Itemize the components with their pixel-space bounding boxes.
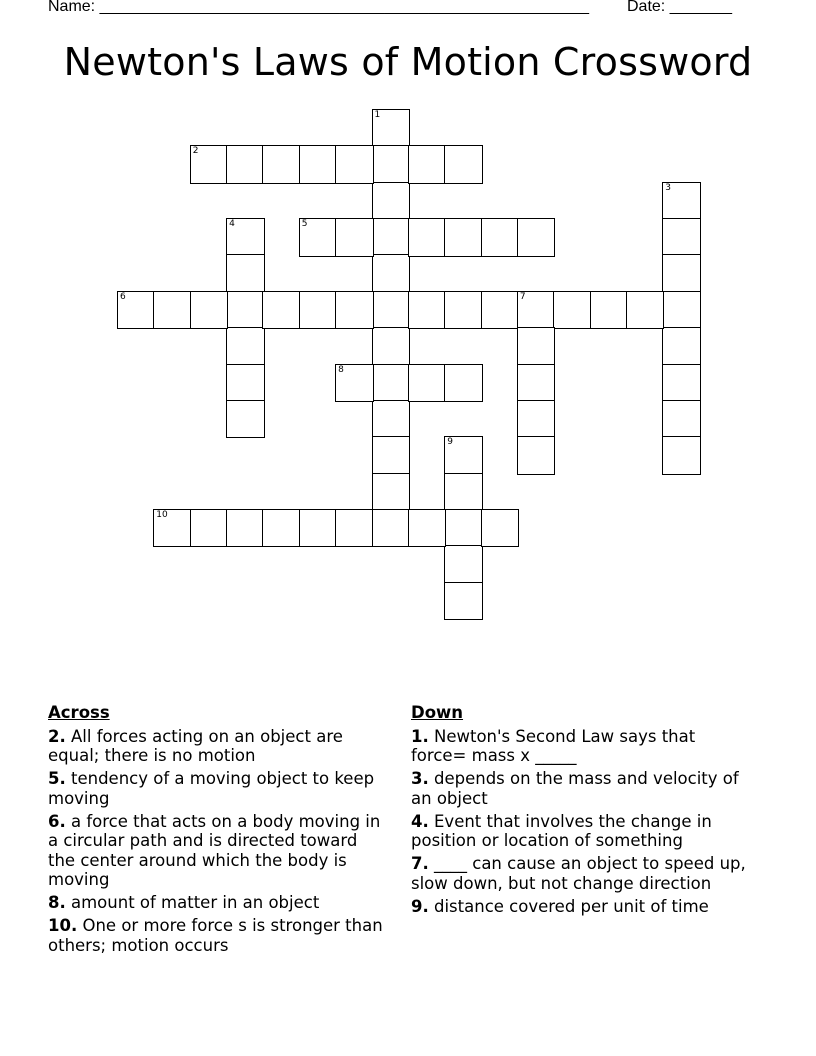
crossword-cell[interactable] [226,364,265,403]
crossword-cell[interactable] [408,218,447,257]
crossword-cell[interactable] [662,291,701,330]
crossword-cell[interactable] [372,182,411,221]
crossword-cell[interactable] [372,400,411,439]
crossword-cell[interactable] [517,364,556,403]
clue-number: 2. [48,726,66,746]
clue-text: a force that acts on a body moving in a circular path and is directed toward the center around which the body is moving [48,811,381,889]
name-field[interactable]: Name: _______________________________________________________ [48,0,589,15]
crossword-cell[interactable] [481,291,520,330]
crossword-cell[interactable] [408,291,447,330]
crossword-cell[interactable] [517,400,556,439]
clue-text: ____ can cause an object to speed up, slow down, but not change direction [411,854,746,893]
crossword-cell[interactable] [372,364,411,403]
crossword-cell[interactable] [335,364,374,403]
across-clue-2 [48,727,388,766]
down-clue-4 [411,812,751,851]
crossword-cell[interactable] [662,182,701,221]
crossword-cell[interactable] [372,327,411,366]
crossword-cell[interactable] [190,509,229,548]
clue-text: Newton's Second Law says that force= mass x _____ [411,726,696,765]
down-clue-3 [411,769,751,808]
crossword-cell[interactable] [372,473,411,512]
crossword-cell[interactable] [553,291,592,330]
page-title: Newton's Laws of Motion Crossword [63,40,753,84]
crossword-cell[interactable] [590,291,629,330]
down-heading: Down [411,703,464,722]
crossword-cell[interactable] [335,218,374,257]
crossword-cell[interactable] [444,364,483,403]
crossword-cell[interactable] [662,364,701,403]
crossword-cell[interactable] [517,218,556,257]
down-clue-9 [411,897,751,917]
crossword-cell[interactable] [190,291,229,330]
crossword-cell[interactable] [372,218,411,257]
crossword-cell[interactable] [335,509,374,548]
clue-text: Event that involves the change in position or location of something [411,811,712,850]
clue-number-label: 8 [338,364,344,375]
crossword-cell[interactable] [226,400,265,439]
crossword-cell[interactable] [372,109,411,148]
crossword-cell[interactable] [662,400,701,439]
clue-number-label: 2 [192,146,199,157]
clue-number: 8. [48,893,66,912]
crossword-cell[interactable] [190,145,229,184]
clue-number: 7. [411,854,429,873]
clue-number: 4. [411,811,429,831]
crossword-cell[interactable] [626,291,665,330]
clue-number-label: 1 [374,110,381,120]
across-clue-8 [48,893,388,913]
across-clue-10 [48,916,388,955]
clue-number-label: 9 [447,437,453,448]
clue-number: 10. [48,916,78,935]
clue-number: 3. [411,769,429,788]
crossword-cell[interactable] [226,327,265,366]
crossword-cell[interactable] [372,145,411,184]
across-clue-6 [48,812,388,890]
crossword-cell[interactable] [408,145,447,184]
clue-number: 6. [48,811,66,831]
crossword-cell[interactable] [226,291,265,330]
clue-number: 5. [48,769,66,788]
clue-text: amount of matter in an object [71,893,320,912]
crossword-cell[interactable] [335,145,374,184]
crossword-cell[interactable] [408,509,447,548]
crossword-cell[interactable] [226,145,265,184]
clue-number: 9. [411,896,429,916]
crossword-cell[interactable] [372,509,411,548]
crossword-cell[interactable] [226,218,265,257]
crossword-cell[interactable] [444,145,483,184]
crossword-cell[interactable] [662,436,701,475]
crossword-cell[interactable] [444,436,483,475]
clue-number-label: 10 [156,509,168,520]
across-heading: Across [48,703,110,722]
crossword-cell[interactable] [262,291,301,330]
crossword-cell[interactable] [299,509,338,548]
crossword-cell[interactable] [335,291,374,330]
clue-text: distance covered per unit of time [434,896,709,916]
clue-text: depends on the mass and velocity of an object [411,769,739,808]
crossword-cell[interactable] [444,473,483,512]
crossword-cell[interactable] [517,327,556,366]
crossword-cell[interactable] [262,509,301,548]
down-clue-7 [411,854,751,893]
crossword-cell[interactable] [662,218,701,257]
crossword-cell[interactable] [662,254,701,293]
crossword-cell[interactable] [299,291,338,330]
clue-text: All forces acting on an object are equal; there is no motion [48,726,343,765]
crossword-cell[interactable] [481,218,520,257]
crossword-cell[interactable] [444,291,483,330]
crossword-cell[interactable] [481,509,520,548]
across-clues [48,703,388,959]
crossword-cell[interactable] [226,509,265,548]
crossword-cell[interactable] [299,145,338,184]
clue-number-label: 7 [519,291,526,302]
crossword-cell[interactable] [262,145,301,184]
clue-number-label: 4 [229,219,235,230]
crossword-cell[interactable] [372,291,411,330]
crossword-cell[interactable] [662,327,701,366]
crossword-cell[interactable] [517,436,556,475]
crossword-cell[interactable] [372,254,411,293]
down-clue-1 [411,727,751,766]
across-clue-5 [48,769,388,808]
crossword-cell[interactable] [408,364,447,403]
clue-number: 1. [411,726,429,746]
clue-text: tendency of a moving object to keep moving [48,769,375,808]
clue-number-label: 5 [301,219,308,230]
crossword-cell[interactable] [444,582,483,621]
crossword-cell[interactable] [226,254,265,293]
crossword-cell[interactable] [299,218,338,257]
crossword-cell[interactable] [372,436,411,475]
crossword-cell[interactable] [444,218,483,257]
crossword-cell[interactable] [444,545,483,584]
crossword-cell[interactable] [444,509,483,548]
crossword-cell[interactable] [153,509,192,548]
clue-text: One or more force s is stronger than others; motion occurs [48,916,383,955]
date-field[interactable]: Date: _______ [627,0,732,15]
clue-number-label: 6 [120,291,126,302]
crossword-cell[interactable] [517,291,556,330]
crossword-cell[interactable] [117,291,156,330]
clue-number-label: 3 [665,182,672,193]
down-clues [411,703,751,920]
crossword-cell[interactable] [153,291,192,330]
